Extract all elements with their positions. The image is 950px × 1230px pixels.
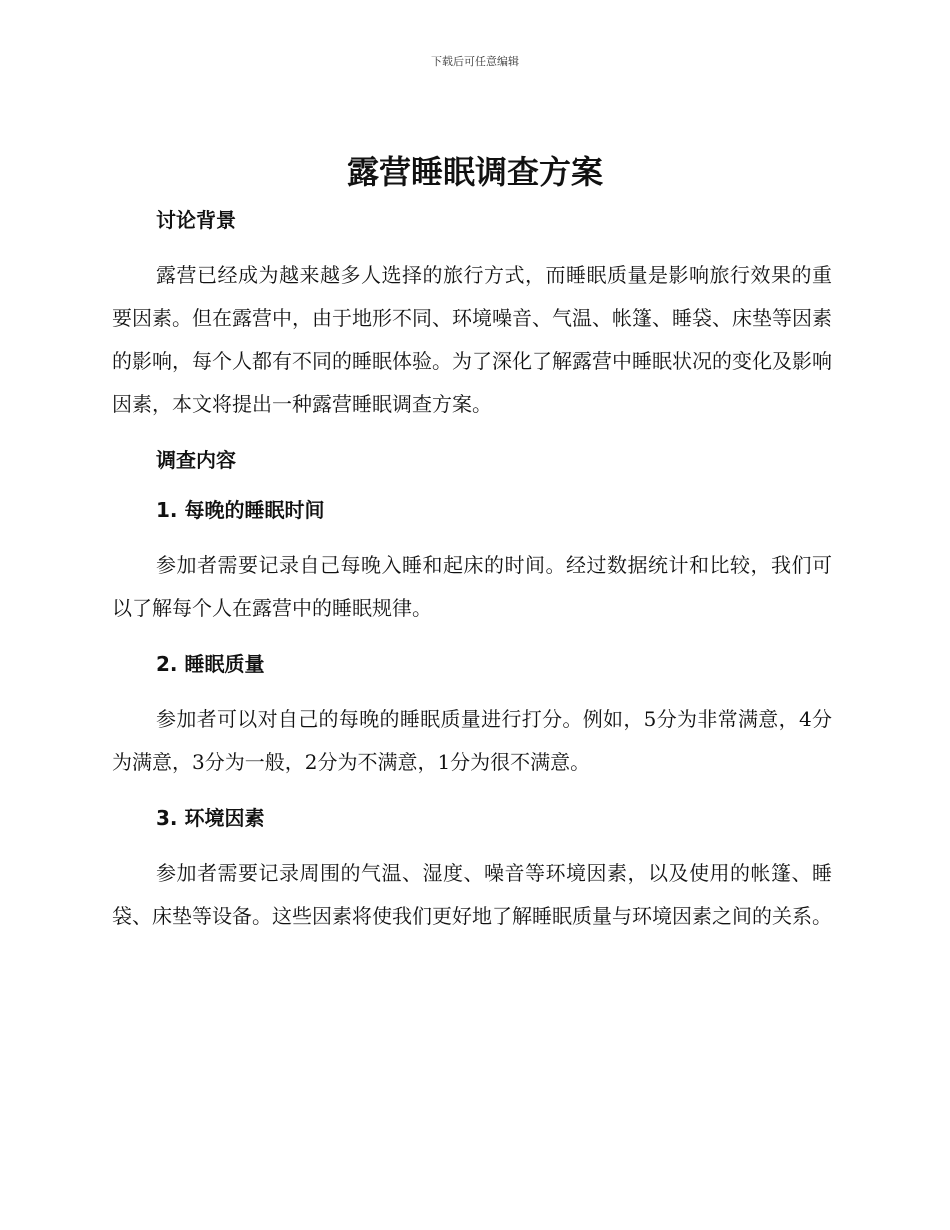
section-heading-sleep-quality: 2. 睡眠质量 <box>156 652 265 676</box>
paragraph-sleep-time: 参加者需要记录自己每晚入睡和起床的时间。经过数据统计和比较，我们可以了解每个人在露营中的睡眠规律。 <box>112 553 832 620</box>
paragraph-sleep-quality: 参加者可以对自己的每晚的睡眠质量进行打分。例如，5分为非常满意，4分为满意，3分为一般，2分为不满意，1分为很不满意。 <box>112 707 832 774</box>
paragraph-background: 露营已经成为越来越多人选择的旅行方式，而睡眠质量是影响旅行效果的重要因素。但在露营中，由于地形不同、环境噪音、气温、帐篷、睡袋、床垫等因素的影响，每个人都有不同的睡眠体验。为了深化了解露营中睡眠状况的变化及影响因素，本文将提出一种露营睡眠调查方案。 <box>112 263 832 416</box>
section-heading-sleep-time: 1. 每晚的睡眠时间 <box>156 498 325 522</box>
section-heading-environment: 3. 环境因素 <box>156 806 265 830</box>
header-note: 下载后可任意编辑 <box>431 55 519 68</box>
paragraph-environment: 参加者需要记录周围的气温、湿度、噪音等环境因素，以及使用的帐篷、睡袋、床垫等设备。这些因素将使我们更好地了解睡眠质量与环境因素之间的关系。 <box>112 861 832 928</box>
document-body <box>112 202 832 938</box>
section-heading-survey-content: 调查内容 <box>156 448 236 472</box>
section-heading-background: 讨论背景 <box>156 208 236 232</box>
document-title: 露营睡眠调查方案 <box>346 153 603 191</box>
